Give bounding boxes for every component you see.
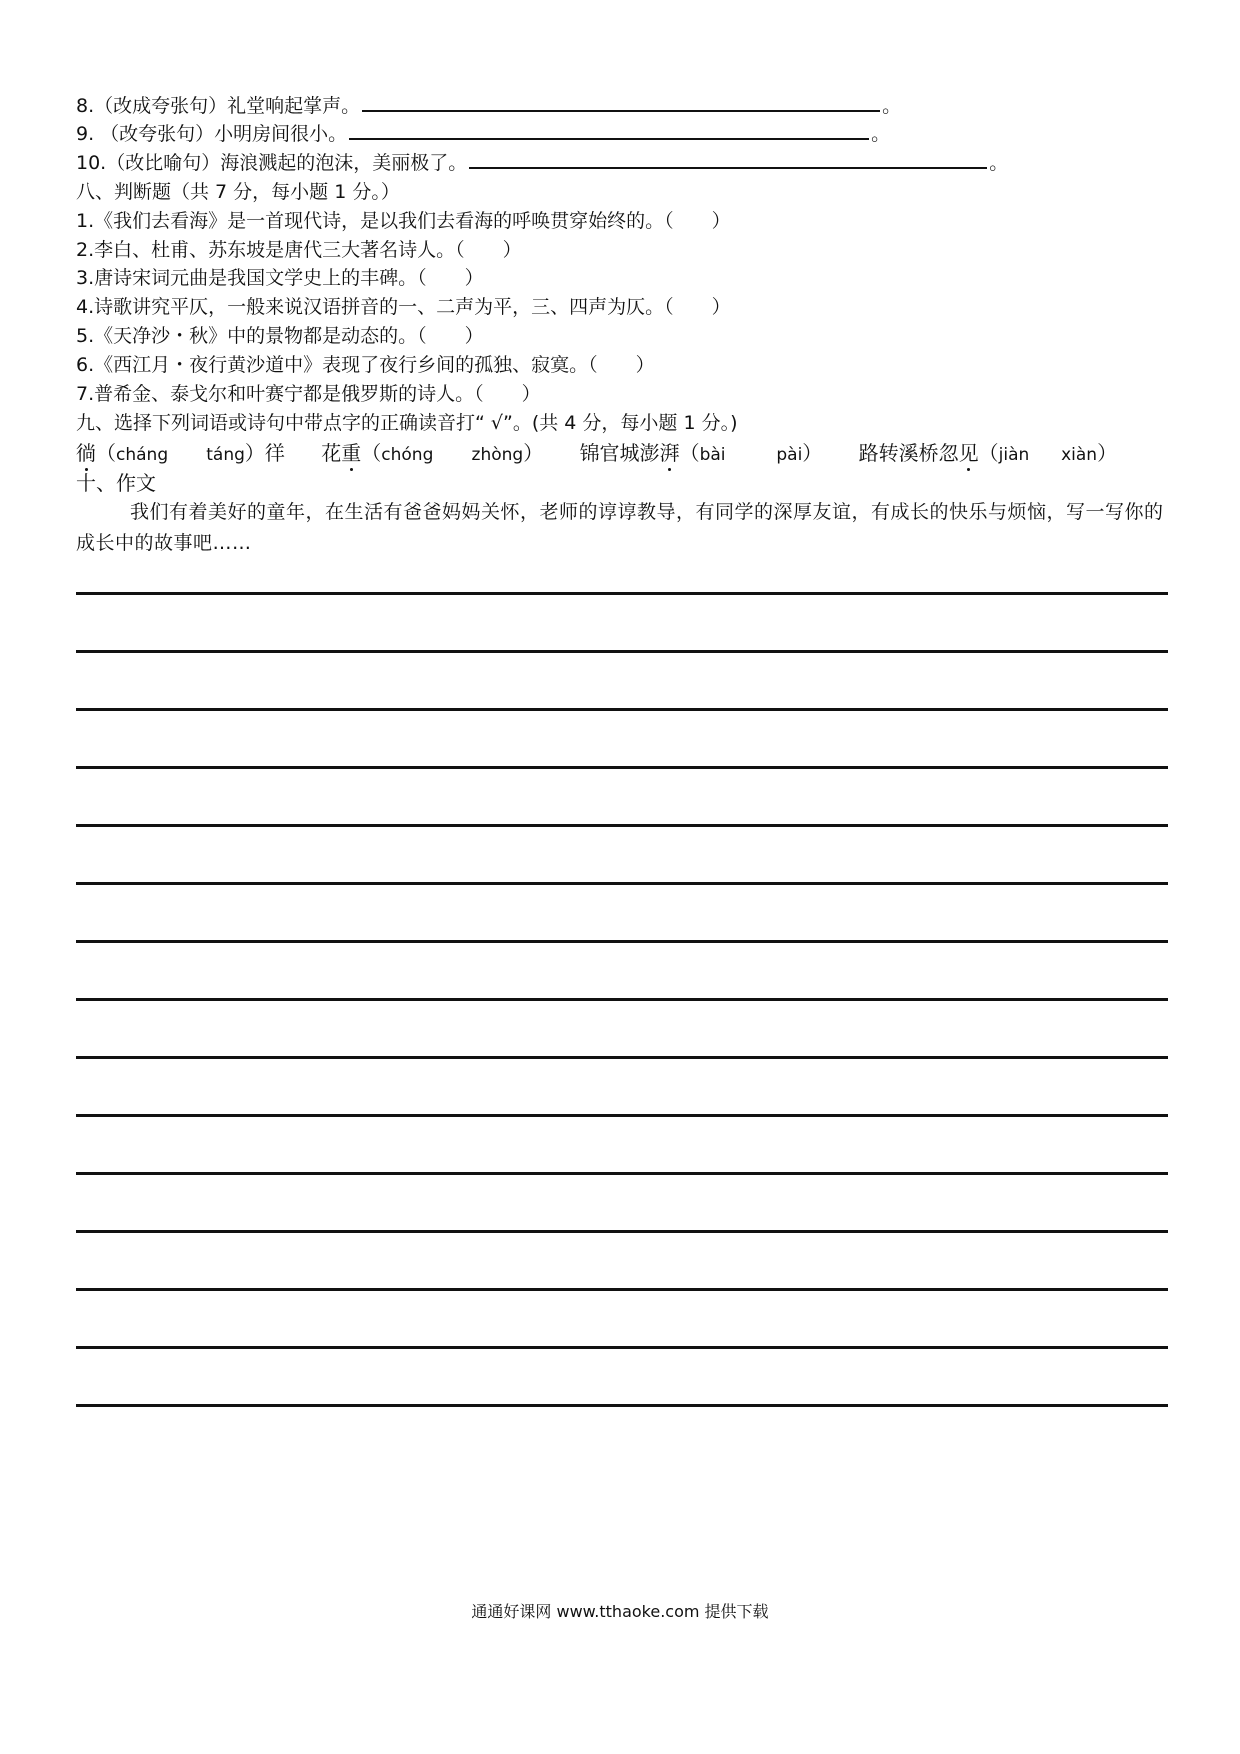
writing-line[interactable]	[76, 1172, 1168, 1175]
pinyin-option-b[interactable]: pài	[776, 445, 803, 465]
page-footer: 通通好课网 www.tthaoke.com 提供下载	[471, 1602, 769, 1621]
pinyin-option-a[interactable]: bài	[699, 445, 726, 465]
judge-item-5[interactable]: 5.《天净沙・秋》中的景物都是动态的。（ ）	[76, 325, 484, 347]
pinyin-option-a[interactable]: cháng	[116, 445, 169, 465]
section-9-heading: 九、选择下列词语或诗句中带点字的正确读音打“ √”。(共 4 分，每小题 1 分。)	[76, 412, 738, 434]
writing-line[interactable]	[76, 940, 1168, 943]
answer-blank-9[interactable]	[349, 120, 869, 140]
writing-line[interactable]	[76, 1230, 1168, 1233]
word-tail: 徉	[264, 441, 285, 465]
question-8-text: 8.（改成夸张句）礼堂响起掌声。	[76, 95, 361, 117]
question-9	[76, 120, 890, 147]
pinyin-item-1	[76, 440, 285, 468]
question-10-end: 。	[989, 152, 1009, 174]
essay-prompt: 我们有着美好的童年，在生活有爸爸妈妈关怀，老师的谆谆教导，有同学的深厚友谊，有成长的快乐与烦恼，写一写你的成长中的故事吧……	[76, 501, 1164, 554]
question-10-text: 10.（改比喻句）海浪溅起的泡沫，美丽极了。	[76, 152, 468, 174]
paren-open: （	[978, 441, 999, 465]
writing-line[interactable]	[76, 1114, 1168, 1117]
pinyin-option-b[interactable]: táng	[206, 445, 245, 465]
judge-item-1[interactable]: 1.《我们去看海》是一首现代诗，是以我们去看海的呼唤贯穿始终的。（ ）	[76, 210, 731, 232]
paren-open: （	[361, 441, 382, 465]
writing-line[interactable]	[76, 766, 1168, 769]
question-8-end: 。	[882, 95, 902, 117]
writing-line[interactable]	[76, 708, 1168, 711]
writing-line[interactable]	[76, 592, 1168, 595]
writing-line[interactable]	[76, 650, 1168, 653]
dotted-char: 湃	[659, 441, 680, 465]
question-9-text: 9. （改夸张句）小明房间很小。	[76, 123, 348, 145]
question-8	[76, 92, 901, 119]
paren-open: （	[96, 441, 116, 465]
writing-line[interactable]	[76, 1288, 1168, 1291]
writing-line[interactable]	[76, 824, 1168, 827]
judge-item-2[interactable]: 2.李白、杜甫、苏东坡是唐代三大著名诗人。（ ）	[76, 239, 522, 261]
judge-item-3[interactable]: 3.唐诗宋词元曲是我国文学史上的丰碑。（ ）	[76, 267, 484, 289]
judge-item-6[interactable]: 6.《西江月・夜行黄沙道中》表现了夜行乡间的孤独、寂寞。（ ）	[76, 354, 655, 376]
answer-blank-8[interactable]	[362, 92, 880, 112]
section-8-heading: 八、判断题（共 7 分，每小题 1 分。）	[76, 181, 400, 203]
answer-blank-10[interactable]	[469, 149, 987, 169]
dotted-char: 见	[958, 441, 979, 465]
question-9-end: 。	[871, 123, 891, 145]
pinyin-option-a[interactable]: jiàn	[998, 445, 1030, 465]
pinyin-item-3	[580, 440, 823, 468]
paren-close: ）	[802, 441, 823, 465]
paren-close: ）	[523, 441, 544, 465]
word-text: 锦官城澎	[579, 441, 660, 465]
judge-item-4[interactable]: 4.诗歌讲究平仄，一般来说汉语拼音的一、二声为平，三、四声为仄。（ ）	[76, 296, 731, 318]
writing-line[interactable]	[76, 1404, 1168, 1407]
pinyin-item-2	[321, 440, 543, 468]
section-10-heading: 十、作文	[76, 471, 156, 495]
pinyin-item-4	[859, 440, 1117, 468]
paren-open: （	[679, 441, 700, 465]
paren-close: ）	[1097, 441, 1118, 465]
pinyin-row	[76, 440, 1117, 468]
judge-item-7[interactable]: 7.普希金、泰戈尔和叶赛宁都是俄罗斯的诗人。（ ）	[76, 383, 541, 405]
word-text: 路转溪桥忽	[858, 441, 959, 465]
question-10	[76, 149, 1008, 176]
writing-line[interactable]	[76, 998, 1168, 1001]
word-text: 花	[321, 441, 342, 465]
writing-line[interactable]	[76, 882, 1168, 885]
paren-close: ）	[244, 441, 265, 465]
dotted-char: 重	[341, 441, 362, 465]
pinyin-option-a[interactable]: chóng	[381, 445, 434, 465]
pinyin-option-b[interactable]: zhòng	[471, 445, 524, 465]
writing-line[interactable]	[76, 1056, 1168, 1059]
pinyin-option-b[interactable]: xiàn	[1061, 445, 1098, 465]
dotted-char: 徜	[76, 441, 96, 465]
writing-line[interactable]	[76, 1346, 1168, 1349]
